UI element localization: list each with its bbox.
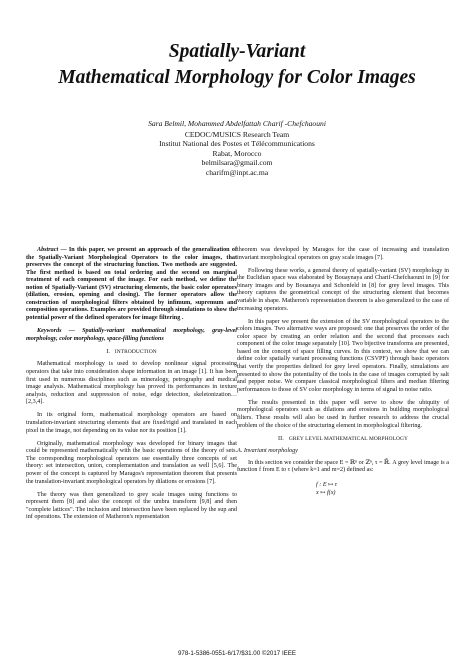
abstract-text: — In this paper, we present an approach of the generalization of the Spatially-Variant Morphological Operators to the color images, that preserves the concept of the structuring function. Two methods are suggested. The first method is based on total ordering and the second on marginal treatment of each component of the image. For each method, we define the notion of Spatially-Variant (SV) structuring elements, the basic color operators (dilation, erosion, opening and closing). The former operators allow the construction of morphological filters obtained by infimum, supremum and composition operations. Examples are provided through simulations to show the potential power of the defined operators for image filtering . (26, 247, 237, 321)
section-heading-introduction (26, 349, 237, 357)
equation-block (316, 481, 449, 498)
right-column (237, 247, 449, 498)
abstract-label: Abstract (37, 247, 59, 253)
author-names: Sara Belmil, Mohammed Abdelfattah Charif -Chefchaouni (148, 119, 326, 128)
abstract (26, 247, 237, 322)
paper-title-line-1: Spatially-Variant (168, 41, 306, 62)
body-paragraph: Mathematical morphology is used to develop nonlinear signal processing operators that take into consideration shape information in an image [1]. It has been first used in numerous disciplines such as mineralogy, petrography and medical image analysis. Mathematical morphology has proved its performances in texture analysis, reduction and suppression of noise, edge detection, skeletonization… [2,3,4]. (26, 361, 237, 406)
section-number: II. (278, 435, 284, 442)
equation-line: x ↦ f(x) (316, 490, 336, 497)
body-paragraph: The results presented in this paper will serve to show the ubiquity of morphological operators such as dilations and erosions in building morphological filters. These results will also be used in further research to address the crucial problem of the choice of the structuring element in morphological filtering. (237, 399, 449, 429)
author-email-1: belmilsara@gmail.com (201, 158, 273, 168)
author-email-2: charifm@inpt.ac.ma (205, 167, 269, 177)
body-paragraph: Following these works, a general theory of spatially-variant (SV) morphology in the Euclidian space was elaborated by Bouaynaya and Charif-Chefchaouni in [9] for binary images and by Bouanaya and Schonfeld in [8] for grey level images. This theory captures the geometrical concept of the structuring element that becomes variable in shape. Matheron's representation theorem is also generalized to the case of increasing operators. (237, 267, 449, 312)
left-column (26, 247, 237, 528)
keywords (26, 328, 237, 343)
author-block (0, 119, 474, 178)
body-paragraph: The theory was then generalized to grey scale images using functions to represent them [8] and also the concept of the umbra transform [9,8] and then "complete lattices". The inclusion and intersection have been replaced by the sup and inf operations. The extension of Matheron's representation (26, 491, 237, 521)
keywords-label: Keywords (37, 328, 62, 335)
body-paragraph: In this section we consider the space E = ℝⁿ or ℤⁿ, τ = ℝ̄. A grey level image is a function f from E to τ (where k=1 and m=2) defined as: (237, 459, 449, 474)
paper-title-line-2: Mathematical Morphology for Color Images (58, 67, 416, 88)
subsection-heading: A. Invariant morphology (237, 448, 298, 455)
body-paragraph: theorem was developed by Maragos for the case of increasing and translation invariant morphological operators on gray scale images [7]. (237, 247, 449, 261)
body-paragraph: In this paper we present the extension of the SV morphological operators to the colors images. Two alternative ways are proposed: one that preserves the order of the color space by creating an order relation and the second that processes each component of the color image separately [10]. Two bijective transforms are presented, based on the concept of space filling curves. In this context, we show that we can define color spatially variant processing functions (CSVPF) through basic operators that verify the properties defined for grey level operators. Finally, simulations are presented to show the potentiality of the tools in the case of images corrupted by salt and pepper noise. We compare classical morphological filters and median filtering performances to those of SV color morphology in terms of signal to noise ratio. (237, 318, 449, 393)
copyright-footer: 978-1-5386-0551-6/17/$31.00 ©2017 IEEE (177, 650, 297, 657)
section-heading-grey-level (237, 436, 449, 444)
body-paragraph: In its original form, mathematical morphology operators are based on translation-invariant structuring elements that are fixed/rigid and translated in each pixel in the image, not depending on its value nor its position [1]. (26, 412, 237, 434)
affiliation-team: CEDOC/MUSICS Research Team (184, 129, 290, 139)
section-title: INTRODUCTION (114, 348, 157, 355)
section-title: GREY LEVEL MATHEMATICAL MORPHOLOGY (288, 435, 408, 442)
affiliation-institute: Institut National des Postes et Télécommunications (159, 139, 315, 149)
equation-line: f : E ↦ τ (316, 481, 337, 488)
section-number: I. (106, 348, 110, 355)
affiliation-city: Rabat, Morocco (212, 148, 262, 158)
keywords-text: — Spatially-variant mathematical morphology, gray-level morphology, color morphology, space-filling functions (26, 328, 237, 342)
body-paragraph: Originally, mathematical morphology was developed for binary images that could be represented mathematically with the basic operations of the theory of sets. The corresponding morphological operators use essentially three concepts of set theory: set intersection, union, complementation and translation as well [5,6]. The power of the concept is captured by Maragos's representation theorem that presents the translation-invariant morphological operators by dilations or erosions [7]. (26, 440, 237, 485)
